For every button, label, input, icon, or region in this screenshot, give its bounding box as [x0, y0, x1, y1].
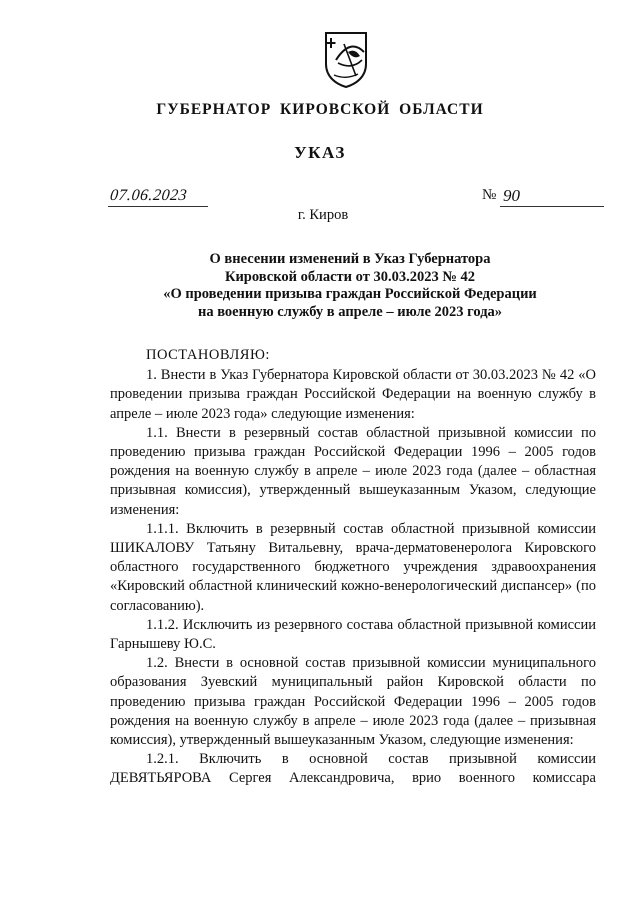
- document-title: [110, 251, 590, 321]
- paragraph: 1.1.1. Включить в резервный состав областной призывной комиссии ШИКАЛОВУ Татьяну Витальевну, врача-дерматовенеролога Кировского областного государственного бюджетного учреждения здравоохранения «Кировский областной клинический кожно-венерологический диспансер» (по согласованию).: [110, 520, 596, 614]
- kirov-coat-of-arms-icon: [322, 30, 370, 88]
- title-line: Кировской области от 30.03.2023 № 42: [224, 268, 476, 285]
- paragraph: 1.2. Внести в основной состав призывной комиссии муниципального образования Зуевский муниципальный район Кировской области по проведению призыва граждан Российской Федерации 1996 – 2005 годов рождения на военную службу в апреле – июле 2023 года (далее – призывная комиссия), утвержденный вышеуказанным Указом, следующие изменения:: [110, 655, 596, 749]
- issuing-authority: ГУБЕРНАТОР КИРОВСКОЙ ОБЛАСТИ: [156, 101, 484, 118]
- document-number: 90: [503, 186, 520, 205]
- title-line: О внесении изменений в Указ Губернатора: [209, 251, 491, 267]
- paragraph: 1. Внести в Указ Губернатора Кировской области от 30.03.2023 № 42 «О проведении призыва граждан Российской Федерации на военную службу в апреле – июле 2023 года» следующие изменения:: [110, 367, 596, 422]
- paragraph: 1.1. Внести в резервный состав областной призывной комиссии по проведению призыва граждан Российской Федерации 1996 – 2005 годов рождения на военную службу в апреле – июле 2023 года (далее – областная призывная комиссия), утвержденный вышеуказанным Указом, следующие изменения:: [110, 424, 596, 518]
- document-type: УКАЗ: [294, 143, 346, 162]
- decree-word: ПОСТАНОВЛЯЮ:: [146, 347, 270, 363]
- number-sign: №: [482, 187, 497, 203]
- title-line: «О проведении призыва граждан Российской Федерации: [163, 286, 537, 302]
- city: г. Киров: [297, 207, 349, 223]
- document-date: 07.06.2023: [109, 187, 188, 204]
- title-line: на военную службу в апреле – июле 2023 года»: [197, 303, 503, 320]
- paragraph: 1.2.1. Включить в основной состав призывной комиссии ДЕВЯТЬЯРОВА Сергея Александровича, врио военного комиссара: [110, 751, 596, 787]
- document-body: [110, 346, 596, 789]
- paragraph: 1.1.2. Исключить из резервного состава областной призывной комиссии Гарнышеву Ю.С.: [110, 616, 596, 653]
